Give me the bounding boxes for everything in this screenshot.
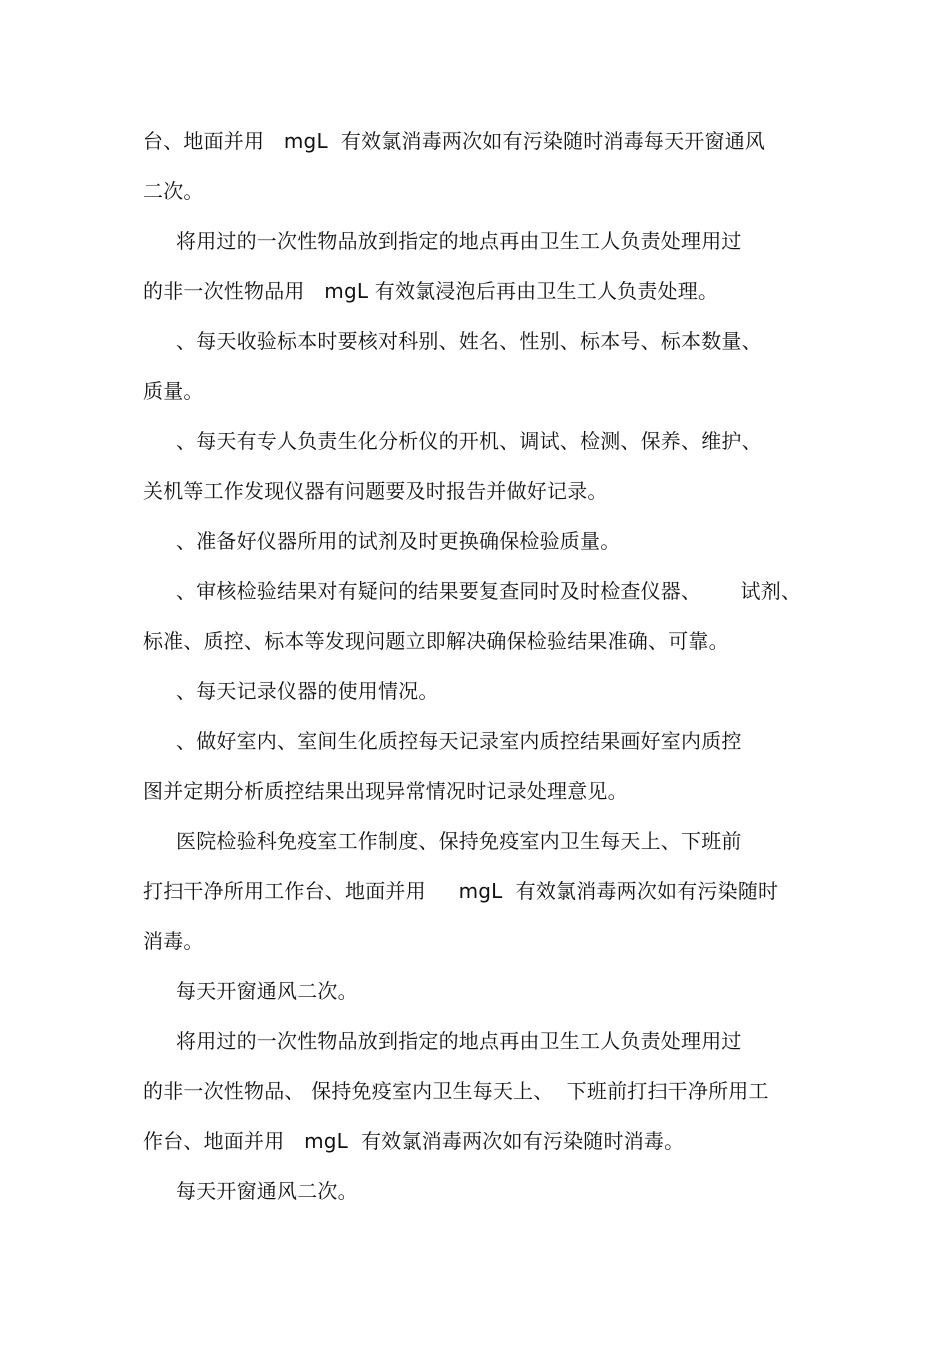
text-line: 标准、质控、标本等发现问题立即解决确保检验结果准确、可靠。	[143, 629, 729, 653]
text-line: 的非一次性物品、 保持免疫室内卫生每天上、 下班前打扫干净所用工	[143, 1079, 769, 1103]
text-line: 台、地面并用 mgL 有效氯消毒两次如有污染随时消毒每天开窗通风	[143, 129, 766, 153]
text-line: 、每天有专人负责生化分析仪的开机、调试、检测、保养、维护、	[176, 429, 762, 453]
text-line: 每天开窗通风二次。	[176, 1179, 358, 1203]
text-line: 、审核检验结果对有疑问的结果要复查同时及时检查仪器、 试剂、	[176, 579, 802, 603]
text-line: 、每天收验标本时要核对科别、姓名、性别、标本号、标本数量、	[176, 329, 762, 353]
text-line: 消毒。	[143, 929, 204, 953]
text-line: 医院检验科免疫室工作制度、保持免疫室内卫生每天上、下班前	[176, 829, 742, 853]
text-line: 关机等工作发现仪器有问题要及时报告并做好记录。	[143, 479, 608, 503]
text-line: 作台、地面并用 mgL 有效氯消毒两次如有污染随时消毒。	[143, 1129, 685, 1153]
text-line: 质量。	[143, 379, 204, 403]
text-line: 二次。	[143, 179, 204, 203]
text-line: 每天开窗通风二次。	[176, 979, 358, 1003]
text-line: 图并定期分析质控结果出现异常情况时记录处理意见。	[143, 779, 628, 803]
text-line: 、准备好仪器所用的试剂及时更换确保检验质量。	[176, 529, 621, 553]
text-line: 打扫干净所用工作台、地面并用 mgL 有效氯消毒两次如有污染随时	[143, 879, 779, 903]
text-line: 、做好室内、室间生化质控每天记录室内质控结果画好室内质控	[176, 729, 742, 753]
text-line: 将用过的一次性物品放到指定的地点再由卫生工人负责处理用过	[176, 1029, 742, 1053]
text-line: 、每天记录仪器的使用情况。	[176, 679, 439, 703]
text-line: 的非一次性物品用 mgL 有效氯浸泡后再由卫生工人负责处理。	[143, 279, 719, 303]
text-line: 将用过的一次性物品放到指定的地点再由卫生工人负责处理用过	[176, 229, 742, 253]
